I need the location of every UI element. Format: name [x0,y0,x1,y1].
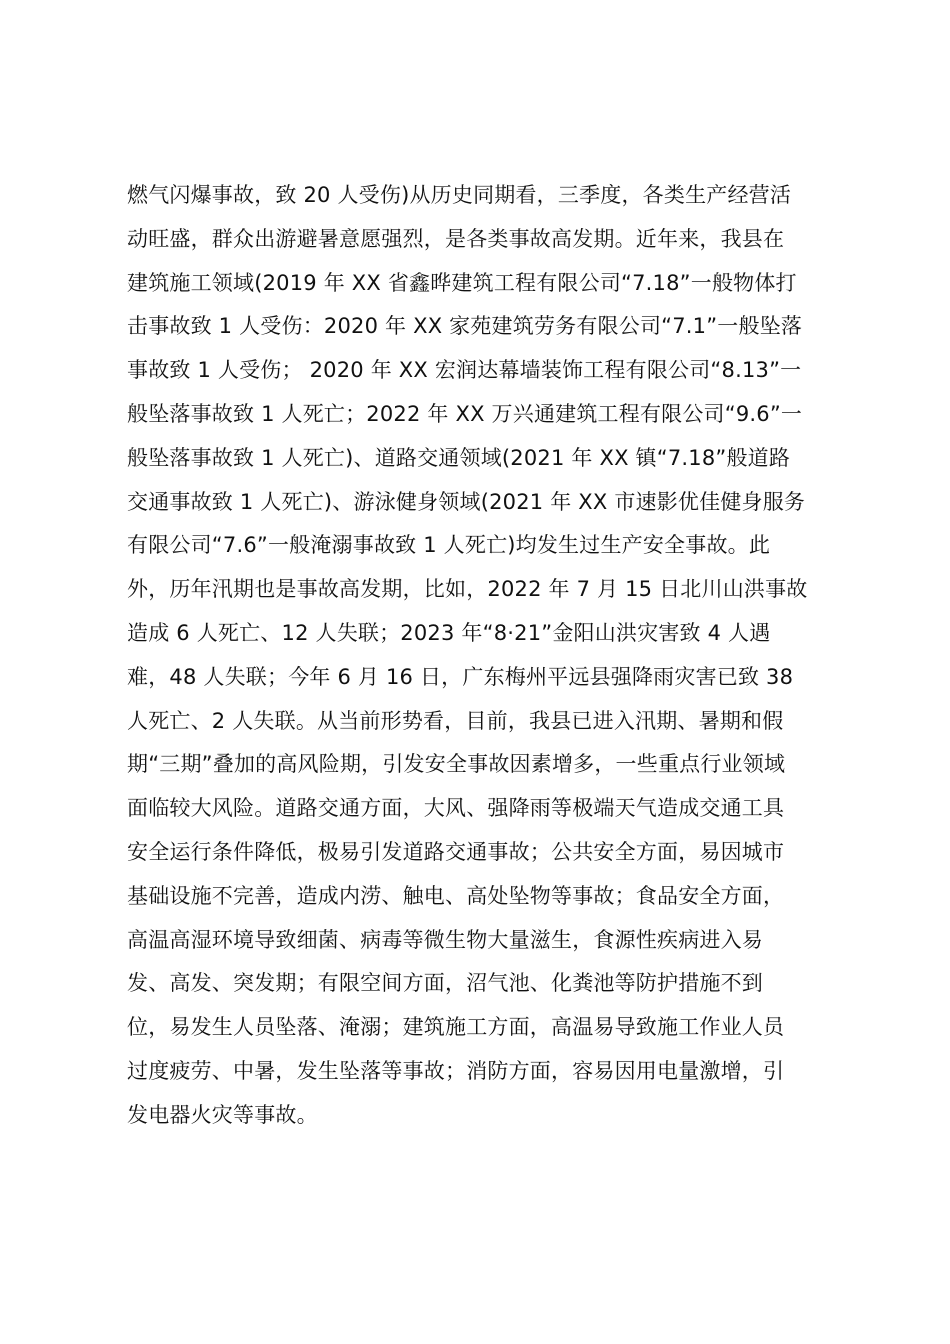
text-line: 人死亡、2 人失联。从当前形势看，目前，我县已进入汛期、暑期和假 [127,708,784,733]
text-line: 高温高湿环境导致细菌、病毒等微生物大量滋生，食源性疾病进入易 [127,927,763,952]
text-line: 有限公司“7.6”一般淹溺事故致 1 人死亡)均发生过生产安全事故。此 [127,533,771,558]
text-line: 过度疲劳、中暑，发生坠落等事故；消防方面，容易因用电量激增，引 [127,1058,785,1083]
text-line: 动旺盛，群众出游避暑意愿强烈，是各类事故高发期。近年来，我县在 [127,226,785,251]
text-line: 交通事故致 1 人死亡)、游泳健身领域(2021 年 XX 市速影优佳健身服务 [127,489,806,514]
text-line: 事故致 1 人受伤； 2020 年 XX 宏润达幕墙装饰工程有限公司“8.13”一 [127,358,802,383]
text-line: 安全运行条件降低，极易引发道路交通事故；公共安全方面，易因城市 [127,839,785,864]
text-line: 基础设施不完善，造成内涝、触电、高处坠物等事故；食品安全方面， [127,883,785,908]
text-line: 造成 6 人死亡、12 人失联；2023 年“8·21”金阳山洪灾害致 4 人遇 [127,620,771,645]
text-line: 建筑施工领域(2019 年 XX 省鑫晔建筑工程有限公司“7.18”一般物体打 [127,270,797,295]
text-line: 击事故致 1 人受伤：2020 年 XX 家苑建筑劳务有限公司“7.1”一般坠落 [127,314,803,339]
text-line: 期“三期”叠加的高风险期，引发安全事故因素增多，一些重点行业领域 [127,752,786,777]
text-line: 般坠落事故致 1 人死亡；2022 年 XX 万兴通建筑工程有限公司“9.6”一 [127,401,803,426]
text-line: 外，历年汛期也是事故高发期，比如，2022 年 7 月 15 日北川山洪事故 [127,577,808,602]
body-paragraph [127,174,847,1138]
text-line: 般坠落事故致 1 人死亡)、道路交通领域(2021 年 XX 镇“7.18”般道路 [127,445,791,470]
text-line: 发电器火灾等事故。 [127,1102,318,1127]
text-line: 发、高发、突发期；有限空间方面，沼气池、化粪池等防护措施不到 [127,971,763,996]
text-line: 位，易发生人员坠落、淹溺；建筑施工方面，高温易导致施工作业人员 [127,1015,785,1040]
text-line: 面临较大风险。道路交通方面，大风、强降雨等极端天气造成交通工具 [127,796,785,821]
text-line: 燃气闪爆事故，致 20 人受伤)从历史同期看，三季度，各类生产经营活 [127,183,792,207]
text-line: 难，48 人失联；今年 6 月 16 日，广东梅州平远县强降雨灾害已致 38 [127,664,794,689]
